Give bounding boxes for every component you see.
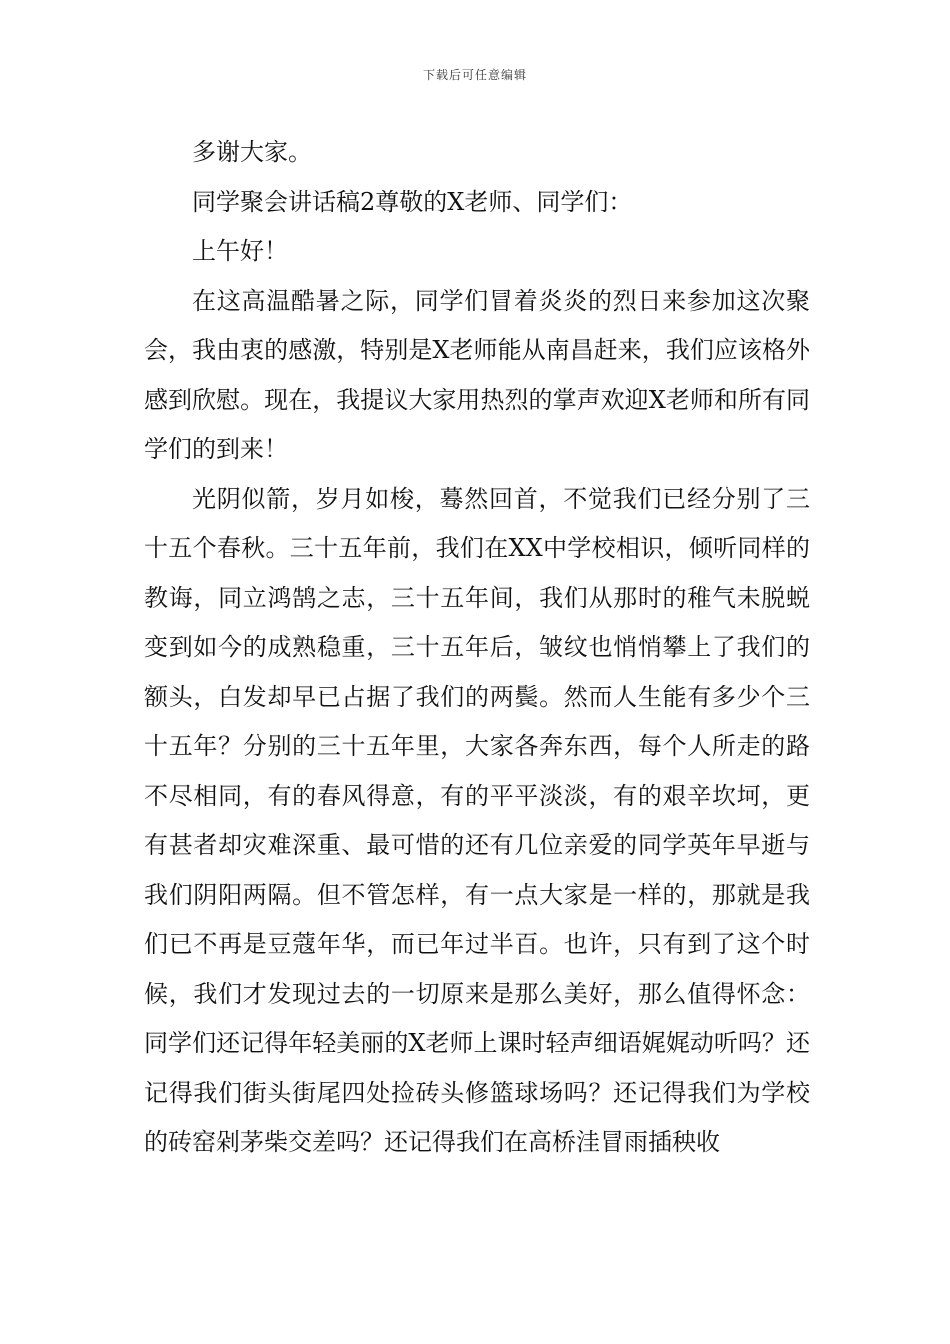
paragraph-speech-title: 同学聚会讲话稿2尊敬的X老师、同学们： [192,187,633,216]
paragraph-memories: 光阴似箭，岁月如梭，蓦然回首，不觉我们已经分别了三十五个春秋。三十五年前，我们在XX中学校相识，倾听同样的教诲，同立鸿鹄之志，三十五年间，我们从那时的稚气未脱蜕变到如今的成熟稳重，三十五年后，皱纹也悄悄攀上了我们的额头，白发却早已占据了我们的两鬓。然而人生能有多少个三十五年？分别的三十五年里，大家各奔东西，每个人所走的路不尽相同，有的春风得意，有的平平淡淡，有的艰辛坎坷，更有甚者却灾难深重、最可惜的还有几位亲爱的同学英年早逝与我们阴阳两隔。但不管怎样，有一点大家是一样的，那就是我们已不再是豆蔻年华，而已年过半百。也许，只有到了这个时候，我们才发现过去的一切原来是那么美好，那么值得怀念：同学们还记得年轻美丽的X老师上课时轻声细语娓娓动听吗？还记得我们街头街尾四处捡砖头修篮球场吗？还记得我们为学校的砖窑剁茅柴交差吗？还记得我们在高桥洼冒雨插秧收 [144,484,810,1156]
paragraph-welcome: 在这高温酷暑之际，同学们冒着炎炎的烈日来参加这次聚会，我由衷的感激，特别是X老师能从南昌赶来，我们应该格外感到欣慰。现在，我提议大家用热烈的掌声欢迎X老师和所有同学们的到来！ [144,286,810,463]
paragraph-greeting: 上午好！ [192,237,288,265]
document-body [144,128,810,1168]
header-note: 下载后可任意编辑 [422,68,527,82]
paragraph-thanks: 多谢大家。 [192,138,312,166]
